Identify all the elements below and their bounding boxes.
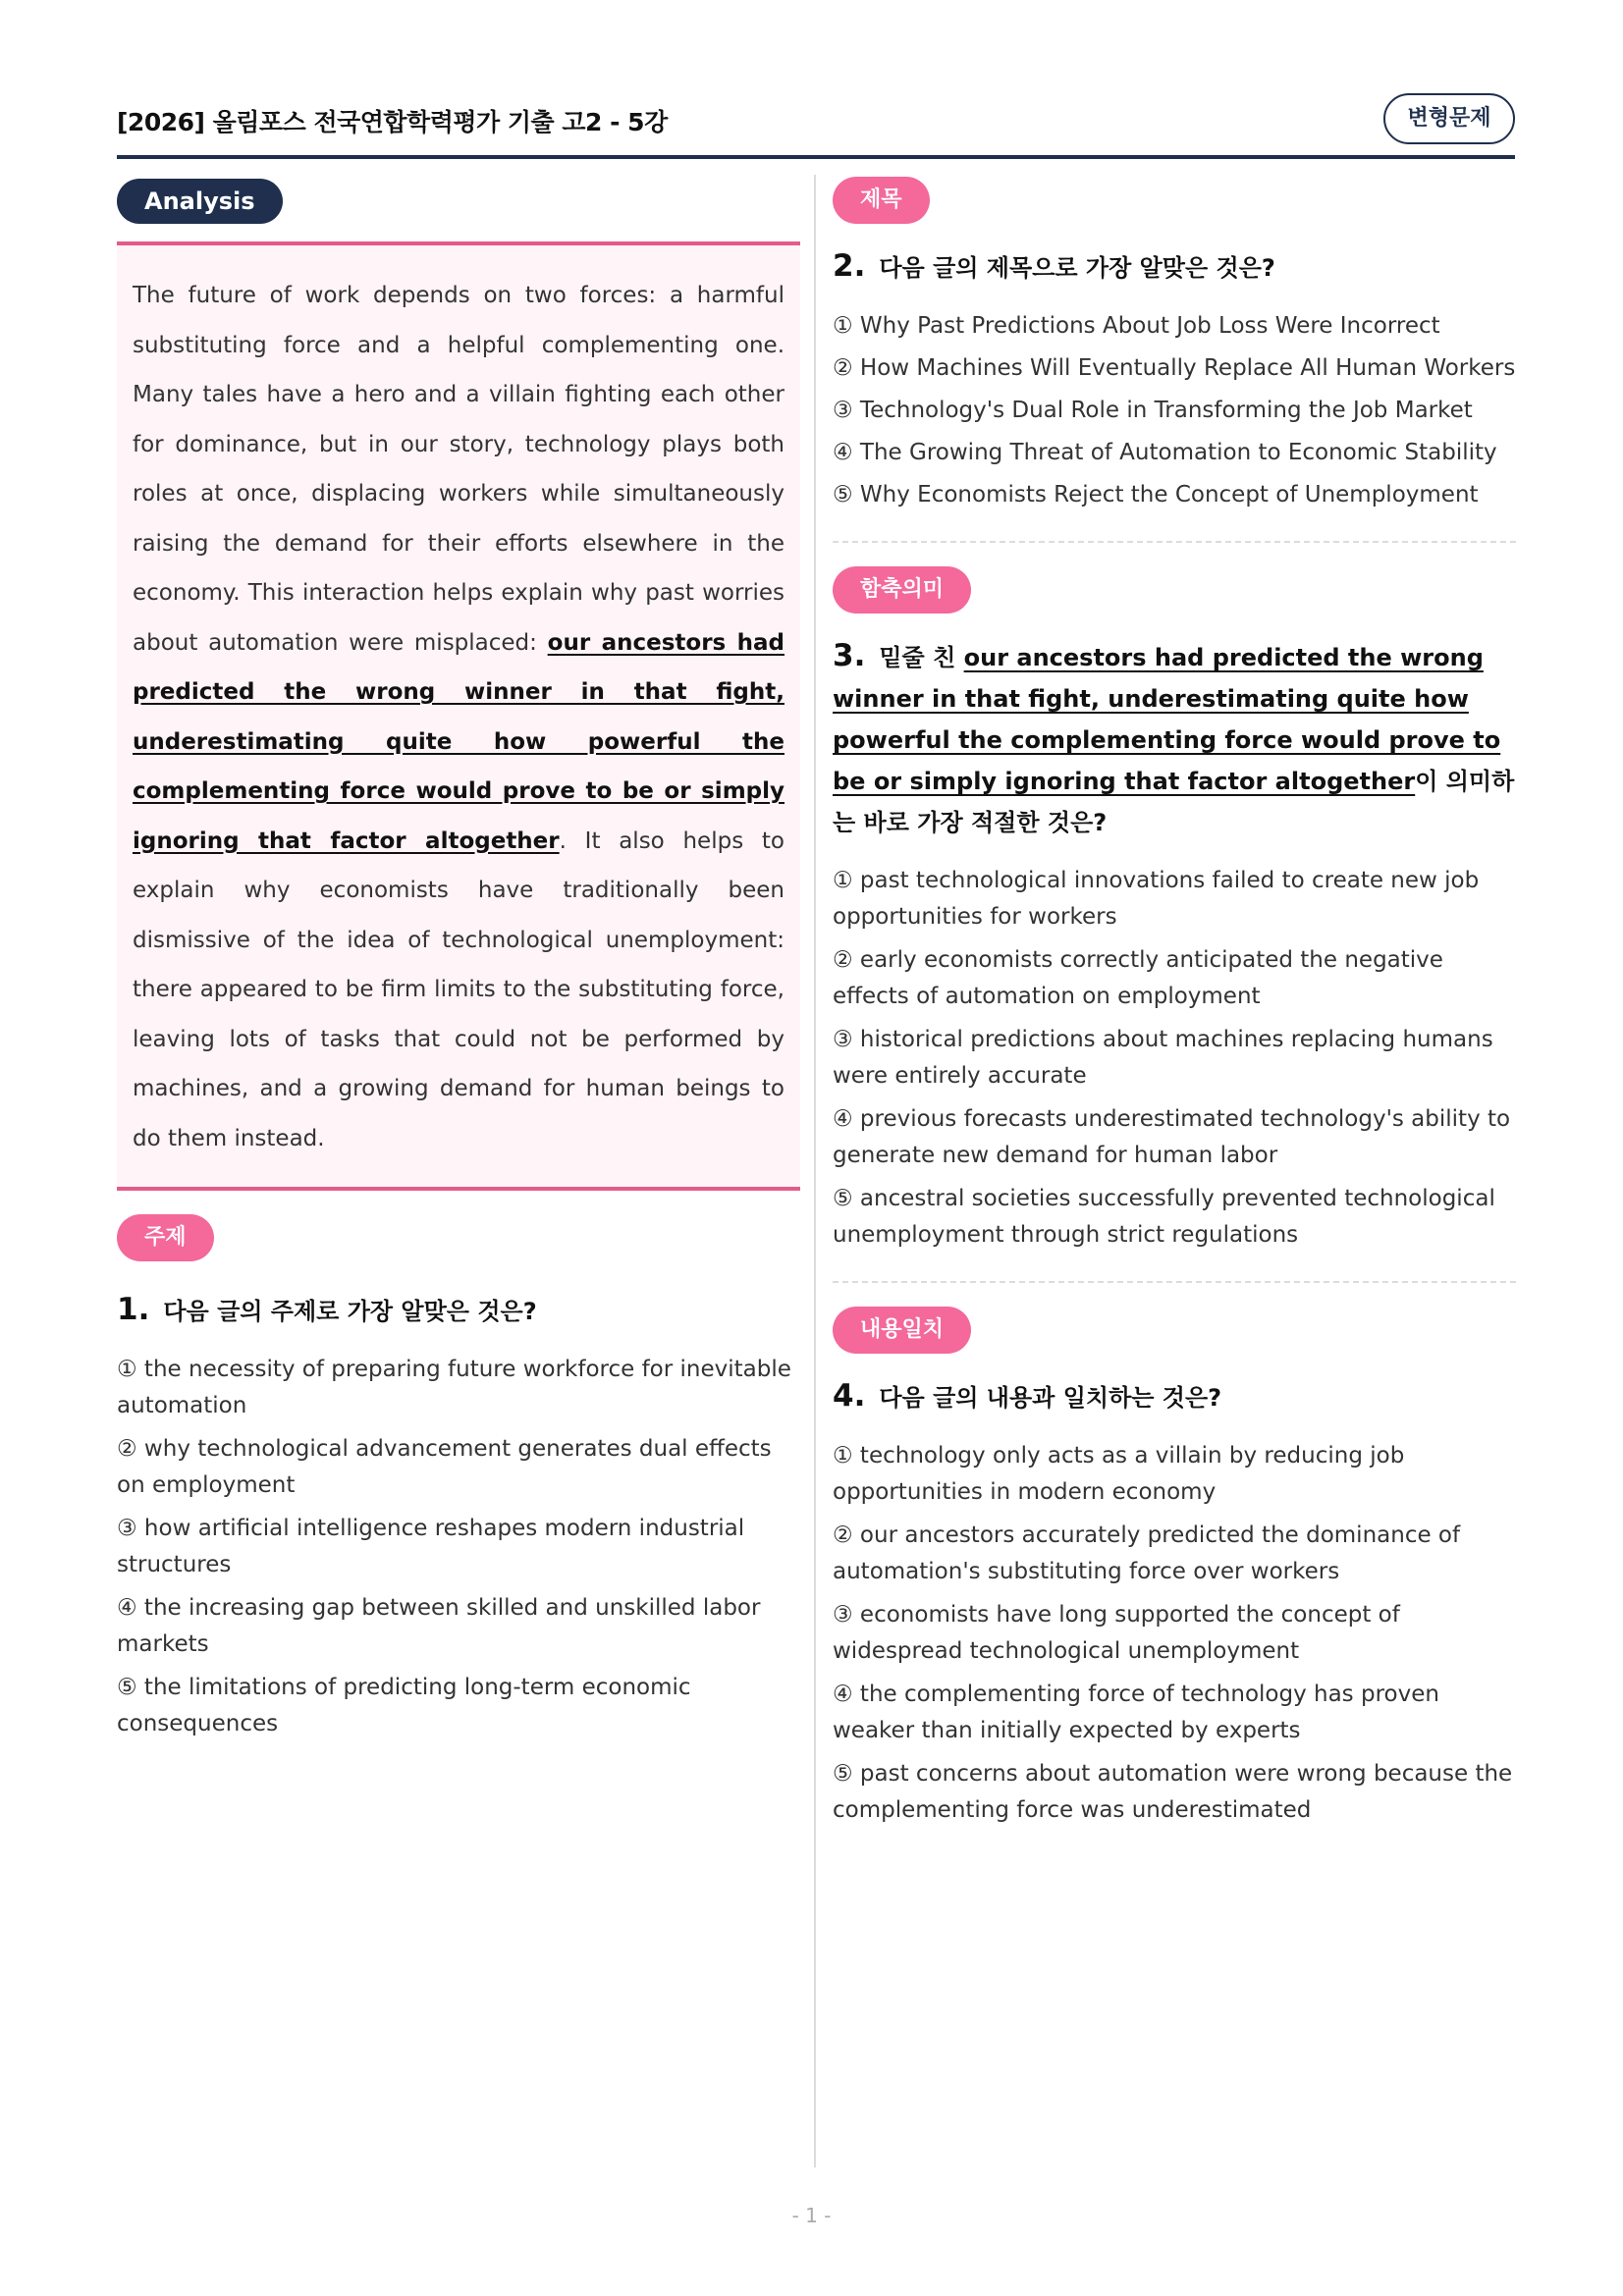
analysis-label: Analysis <box>117 179 283 224</box>
q3-stem-suffix: 이 의미하는 바로 가장 적절한 것은? <box>833 768 1515 836</box>
q2-option-2[interactable]: ② How Machines Will Eventually Replace All Human Workers <box>833 355 1516 381</box>
q1-option-2[interactable]: ② why technological advancement generates dual effects on employment <box>117 1436 772 1498</box>
question-type-badge: 변형문제 <box>1383 93 1515 144</box>
left-column <box>117 179 800 1749</box>
q4-stem <box>833 1375 1516 1418</box>
passage-underlined-text: our ancestors had predicted the wrong winner in that fight, underestimating quite how powerful the complementing force would prove to be or simply ignoring that factor altogether <box>133 629 784 854</box>
column-divider <box>814 175 816 2167</box>
header-divider <box>117 155 1515 159</box>
q1-tag: 주제 <box>117 1214 214 1261</box>
q2-tag: 제목 <box>833 177 930 224</box>
q1-stem-text: 다음 글의 주제로 가장 알맞은 것은? <box>163 1298 537 1325</box>
q4-options <box>833 1438 1516 1829</box>
q2-option-5[interactable]: ⑤ Why Economists Reject the Concept of Unemployment <box>833 482 1479 507</box>
q2-options <box>833 308 1516 513</box>
q3-stem-prefix: 밑줄 친 <box>879 644 964 671</box>
q4-option-3[interactable]: ③ economists have long supported the concept of widespread technological unemployment <box>833 1602 1400 1664</box>
q1-options <box>117 1352 800 1742</box>
q4-option-5[interactable]: ⑤ past concerns about automation were wrong because the complementing force was underestimated <box>833 1761 1513 1823</box>
q4-tag: 내용일치 <box>833 1307 971 1354</box>
q3-options <box>833 863 1516 1254</box>
q3-tag: 함축의미 <box>833 566 971 614</box>
q2-stem-text: 다음 글의 제목으로 가장 알맞은 것은? <box>879 254 1275 282</box>
passage-text-after: . It also helps to explain why economists have traditionally been dismissive of the idea of technological unemployment: there appeared to be firm limits to the substituting force, leaving lots of tasks that could not be performed by machines, and a growing demand for human beings to do them instead. <box>133 828 785 1151</box>
q2-option-3[interactable]: ③ Technology's Dual Role in Transforming the Job Market <box>833 398 1473 423</box>
q3-number: 3. <box>833 638 866 673</box>
document-title: [2026] 올림포스 전국연합학력평가 기출 고2 - 5강 <box>117 108 668 136</box>
q3-option-1[interactable]: ① past technological innovations failed to create new job opportunities for workers <box>833 868 1480 930</box>
q4-number: 4. <box>833 1378 866 1414</box>
q3-option-2[interactable]: ② early economists correctly anticipated the negative effects of automation on employment <box>833 947 1443 1009</box>
page-header <box>117 93 1515 158</box>
q2-stem <box>833 245 1516 289</box>
analysis-passage-box <box>117 241 800 1191</box>
section-separator <box>833 1281 1516 1283</box>
q1-option-5[interactable]: ⑤ the limitations of predicting long-term economic consequences <box>117 1675 691 1736</box>
q2-number: 2. <box>833 248 866 284</box>
right-column <box>833 177 1516 1836</box>
q2-option-1[interactable]: ① Why Past Predictions About Job Loss Were Incorrect <box>833 313 1440 339</box>
q4-option-1[interactable]: ① technology only acts as a villain by reducing job opportunities in modern economy <box>833 1443 1405 1505</box>
passage-text-before: The future of work depends on two forces: a harmful substituting force and a helpful complementing one. Many tales have a hero and a villain fighting each other for dominance, but in our story, technology plays both roles at once, displacing workers while simultaneously raising the demand for their efforts elsewhere in the economy. This interaction helps explain why past worries about automation were misplaced: <box>133 283 784 656</box>
q1-number: 1. <box>117 1292 150 1327</box>
q4-option-2[interactable]: ② our ancestors accurately predicted the dominance of automation's substituting force over workers <box>833 1522 1461 1584</box>
q3-stem <box>833 635 1516 843</box>
q1-stem <box>117 1289 800 1332</box>
section-separator <box>833 541 1516 543</box>
q1-option-1[interactable]: ① the necessity of preparing future workforce for inevitable automation <box>117 1357 791 1418</box>
q4-option-4[interactable]: ④ the complementing force of technology has proven weaker than initially expected by experts <box>833 1682 1439 1743</box>
q1-option-4[interactable]: ④ the increasing gap between skilled and unskilled labor markets <box>117 1595 761 1657</box>
q2-option-4[interactable]: ④ The Growing Threat of Automation to Economic Stability <box>833 440 1497 465</box>
q3-option-3[interactable]: ③ historical predictions about machines replacing humans were entirely accurate <box>833 1027 1493 1089</box>
q1-option-3[interactable]: ③ how artificial intelligence reshapes modern industrial structures <box>117 1516 745 1577</box>
page-number: - 1 - <box>791 2204 832 2227</box>
analysis-passage <box>133 271 784 1163</box>
q3-option-4[interactable]: ④ previous forecasts underestimated technology's ability to generate new demand for human labor <box>833 1106 1511 1168</box>
q3-stem-underlined: our ancestors had predicted the wrong winner in that fight, underestimating quite how powerful the complementing force would prove to be or simply ignoring that factor altogether <box>833 644 1501 795</box>
q4-stem-text: 다음 글의 내용과 일치하는 것은? <box>879 1384 1222 1412</box>
q3-option-5[interactable]: ⑤ ancestral societies successfully prevented technological unemployment through strict regulations <box>833 1186 1495 1248</box>
